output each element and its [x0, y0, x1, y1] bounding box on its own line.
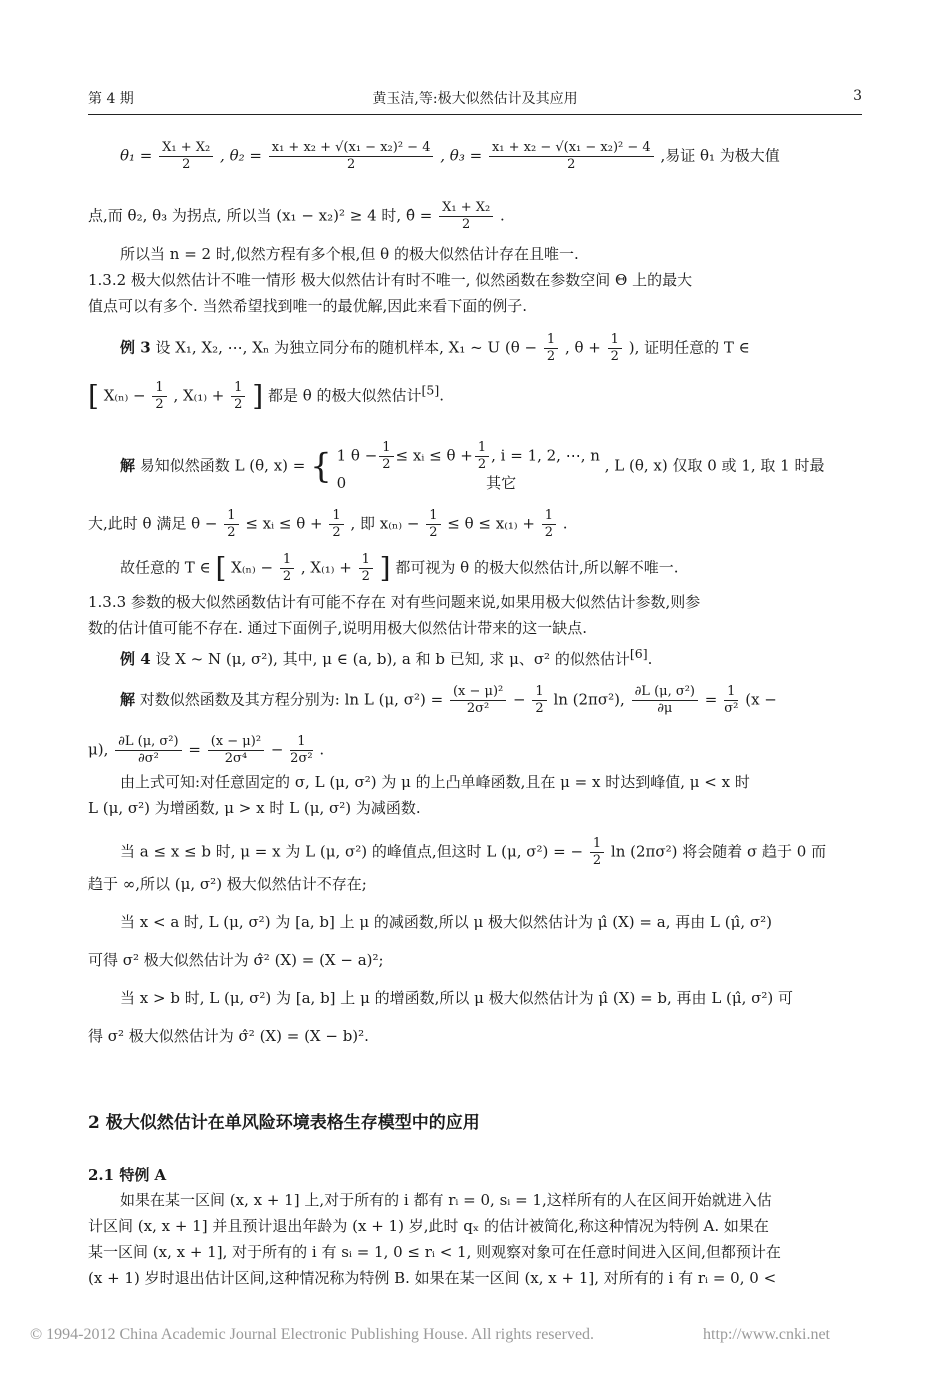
- subsection-heading-1-3-3: 1.3.3 参数的极大似然函数估计有可能不存在 对有些问题来说,如果用极大似然估计参数,则参: [88, 593, 701, 611]
- text-line: L (μ, σ²) 为增函数, μ > x 时 L (μ, σ²) 为减函数.: [88, 799, 421, 817]
- text-line: 点,而 θ₂, θ₃ 为拐点, 所以当 (x₁ − x₂)² ≥ 4 时, θ̂ = $\frac{\text{X₁ + X₂}}{2}$ .: [88, 200, 505, 232]
- section-2-1-heading: 2.1 特例 A: [88, 1166, 167, 1184]
- solution-4: 解 对数似然函数及其方程分别为: ln L (μ, σ²) = $\frac{\text{(x − μ)²}}{\text{2σ²}}$ − $\frac{1}{2}$ ln (2πσ²), $\frac{\text{∂L (μ, σ²)}}{\partial\mu}$ = $\frac{1}{\text{σ²}}$ (x −: [120, 684, 777, 716]
- section-2-heading: 2 极大似然估计在单风险环境表格生存模型中的应用: [88, 1113, 480, 1133]
- text-line: μ), $\frac{\text{∂L (μ, σ²)}}{\text{∂σ²}}$ = $\frac{\text{(x − μ)²}}{\text{2σ⁴}}$ − $\frac{1}{\text{2σ²}}$ .: [88, 734, 325, 766]
- text-line: 值点可以有多个. 当然希望找到唯一的最优解,因此来看下面的例子.: [88, 297, 528, 315]
- paragraph-line: 某一区间 (x, x + 1], 对于所有的 i 有 sᵢ = 1, 0 ≤ rᵢ < 1, 则观察对象可在任意时间进入区间,但都预计在: [88, 1243, 781, 1261]
- text-line: 趋于 ∞,所以 (μ, σ²) 极大似然估计不存在;: [88, 875, 367, 893]
- text-line: 故任意的 T ∈ [ X₍ₙ₎ − $\frac{1}{2}$ , X₍₁₎ + $\frac{1}{2}$ ] 都可视为 θ 的极大似然估计,所以解不唯一.: [120, 551, 679, 585]
- text-line: 大,此时 θ 满足 θ − $\frac{1}{2}$ ≤ xᵢ ≤ θ + $\frac{1}{2}$ , 即 x₍ₙ₎ − $\frac{1}{2}$ ≤ θ ≤ x₍₁₎ + $\frac{1}{2}$ .: [88, 508, 568, 540]
- paragraph-line: 计区间 (x, x + 1] 并且预计退出年龄为 (x + 1) 岁,此时 qₓ 的估计被简化,称这种情况为特例 A. 如果在: [88, 1217, 769, 1235]
- running-title: 黄玉洁,等:极大似然估计及其应用: [372, 91, 578, 107]
- text-line: [ X₍ₙ₎ − $\frac{1}{2}$ , X₍₁₎ + $\frac{1}{2}$ ] 都是 θ 的极大似然估计[5].: [88, 379, 445, 413]
- citation-5: [5]: [421, 382, 440, 398]
- text-line: 数的估计值可能不存在. 通过下面例子,说明用极大似然估计带来的这一缺点.: [88, 619, 588, 637]
- text-line: 由上式可知:对任意固定的 σ, L (μ, σ²) 为 μ 的上凸单峰函数,且在 μ = x 时达到峰值, μ < x 时: [120, 773, 750, 791]
- example-4: 例 4 设 X ~ N (μ, σ²), 其中, μ ∈ (a, b), a 和 b 已知, 求 μ、σ² 的似然估计[6].: [120, 646, 653, 668]
- solution-3: 解 易知似然函数 L (θ, x) = { 1 θ − $\frac{1}{2}$ ≤ xᵢ ≤ θ + $\frac{1}{2}$ , i = 1, 2, ⋯, n 0 其它 , L (θ, x) 仅取 0 或 1, 取 1 时最: [120, 440, 825, 492]
- paragraph-line: 如果在某一区间 (x, x + 1] 上,对于所有的 i 都有 rᵢ = 0, sᵢ = 1,这样所有的人在区间开始就进入估: [120, 1191, 772, 1209]
- citation-6: [6]: [629, 646, 648, 661]
- cnki-link[interactable]: http://www.cnki.net: [703, 1326, 830, 1343]
- text-line: 当 x > b 时, L (μ, σ²) 为 [a, b] 上 μ 的增函数,所以 μ 极大似然估计为 μ̂ (X) = b, 再由 L (μ̂, σ²) 可: [120, 989, 794, 1007]
- text-line: 当 a ≤ x ≤ b 时, μ = x 为 L (μ, σ²) 的峰值点,但这时 L (μ, σ²) = − $\frac{1}{2}$ ln (2πσ²) 将会随着 σ 趋于 0 而: [120, 836, 827, 868]
- issue-number: 第 4 期: [88, 91, 134, 107]
- header-rule: [88, 114, 862, 115]
- text-line: 可得 σ² 极大似然估计为 σ̂² (X) = (X − a)²;: [88, 951, 384, 969]
- text-line: 所以当 n = 2 时,似然方程有多个根,但 θ 的极大似然估计存在且唯一.: [120, 245, 579, 263]
- copyright-notice: © 1994-2012 China Academic Journal Electronic Publishing House. All rights reserved.: [30, 1326, 595, 1343]
- text-line: 得 σ² 极大似然估计为 σ̂² (X) = (X − b)².: [88, 1027, 369, 1045]
- subsection-heading-1-3-2: 1.3.2 极大似然估计不唯一情形 极大似然估计有时不唯一, 似然函数在参数空间 Θ 上的最大: [88, 271, 693, 289]
- paragraph-line: (x + 1) 岁时退出估计区间,这种情况称为特例 B. 如果在某一区间 (x, x + 1], 对所有的 i 有 rᵢ = 0, 0 <: [88, 1269, 777, 1287]
- equation-thetas: θ₁ = $\frac{\text{X₁ + X₂}}{2}$ , θ₂ = $\frac{\text{x₁ + x₂ + √(x₁ − x₂)² − 4}}{2}$ , θ₃ = $\frac{\text{x₁ + x₂ − √(x₁ − x₂)² − 4}}{2}$ ,易证 θ₁ 为极大值: [120, 140, 780, 172]
- example-3: 例 3 设 X₁, X₂, ⋯, Xₙ 为独立同分布的随机样本, X₁ ~ U (θ − $\frac{1}{2}$ , θ + $\frac{1}{2}$ ), 证明任意的 T ∈: [120, 332, 750, 364]
- running-header: [88, 88, 862, 110]
- page-number: 3: [853, 88, 862, 104]
- text-line: 当 x < a 时, L (μ, σ²) 为 [a, b] 上 μ 的减函数,所以 μ 极大似然估计为 μ̂ (X) = a, 再由 L (μ̂, σ²): [120, 913, 772, 931]
